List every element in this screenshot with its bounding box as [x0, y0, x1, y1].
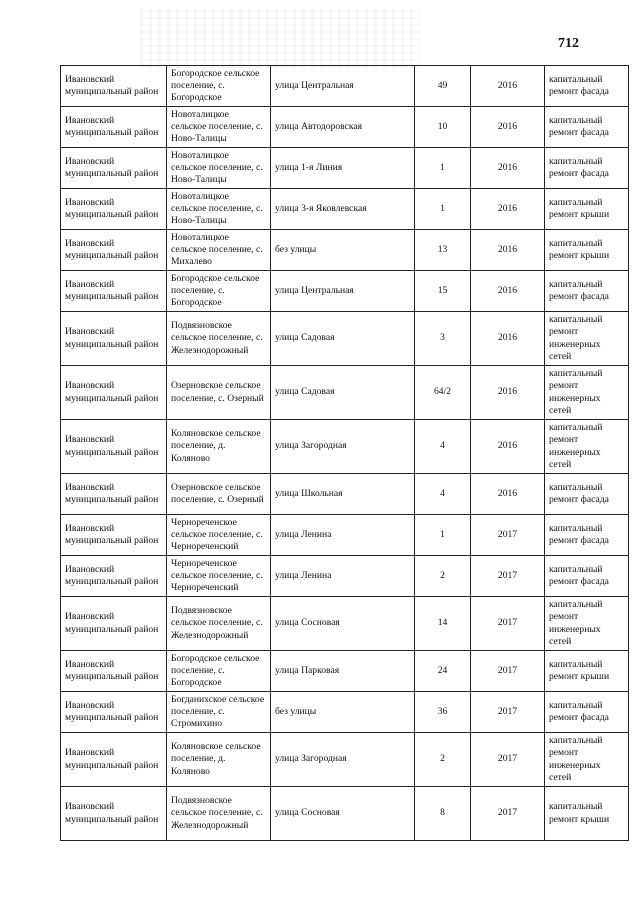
settlement-cell: Подвязновское сельское поселение, с. Железнодорожный [167, 787, 271, 841]
work-type-cell: капитальный ремонт инженерных сетей [545, 733, 629, 787]
district-cell: Ивановский муниципальный район [61, 474, 167, 515]
street-cell: улица Центральная [271, 271, 415, 312]
year-cell: 2016 [471, 148, 545, 189]
work-type-cell: капитальный ремонт фасада [545, 556, 629, 597]
house-number-cell: 4 [415, 474, 471, 515]
district-cell: Ивановский муниципальный район [61, 692, 167, 733]
district-cell: Ивановский муниципальный район [61, 515, 167, 556]
table-row [61, 420, 629, 474]
street-cell: улица Автодоровская [271, 107, 415, 148]
district-cell: Ивановский муниципальный район [61, 556, 167, 597]
work-type-cell: капитальный ремонт инженерных сетей [545, 597, 629, 651]
table-row [61, 515, 629, 556]
settlement-cell: Чернореченское сельское поселение, с. Чернореченский [167, 515, 271, 556]
house-number-cell: 3 [415, 312, 471, 366]
house-number-cell: 2 [415, 733, 471, 787]
street-cell: улица Ленина [271, 556, 415, 597]
street-cell: улица 1-я Линия [271, 148, 415, 189]
year-cell: 2017 [471, 515, 545, 556]
year-cell: 2016 [471, 230, 545, 271]
settlement-cell: Коляновское сельское поселение, д. Коляново [167, 733, 271, 787]
street-cell: улица 3-я Яковлевская [271, 189, 415, 230]
district-cell: Ивановский муниципальный район [61, 733, 167, 787]
registry-body [61, 66, 629, 841]
year-cell: 2016 [471, 66, 545, 107]
year-cell: 2017 [471, 692, 545, 733]
work-type-cell: капитальный ремонт крыши [545, 189, 629, 230]
street-cell: улица Центральная [271, 66, 415, 107]
district-cell: Ивановский муниципальный район [61, 312, 167, 366]
work-type-cell: капитальный ремонт крыши [545, 787, 629, 841]
work-type-cell: капитальный ремонт крыши [545, 651, 629, 692]
table-row [61, 597, 629, 651]
table-row [61, 148, 629, 189]
year-cell: 2017 [471, 556, 545, 597]
district-cell: Ивановский муниципальный район [61, 271, 167, 312]
year-cell: 2017 [471, 597, 545, 651]
house-number-cell: 14 [415, 597, 471, 651]
street-cell: без улицы [271, 230, 415, 271]
repair-registry-table [60, 65, 629, 841]
district-cell: Ивановский муниципальный район [61, 107, 167, 148]
house-number-cell: 10 [415, 107, 471, 148]
table-row [61, 66, 629, 107]
year-cell: 2016 [471, 107, 545, 148]
district-cell: Ивановский муниципальный район [61, 66, 167, 107]
district-cell: Ивановский муниципальный район [61, 787, 167, 841]
settlement-cell: Озерновское сельское поселение, с. Озерный [167, 366, 271, 420]
street-cell: улица Ленина [271, 515, 415, 556]
table-row [61, 474, 629, 515]
settlement-cell: Новоталицкое сельское поселение, с. Ново-Талицы [167, 148, 271, 189]
street-cell: улица Школьная [271, 474, 415, 515]
settlement-cell: Богородское сельское поселение, с. Богородское [167, 66, 271, 107]
house-number-cell: 8 [415, 787, 471, 841]
scan-noise [140, 8, 420, 68]
street-cell: улица Садовая [271, 366, 415, 420]
table-row [61, 189, 629, 230]
settlement-cell: Озерновское сельское поселение, с. Озерный [167, 474, 271, 515]
work-type-cell: капитальный ремонт инженерных сетей [545, 420, 629, 474]
work-type-cell: капитальный ремонт фасада [545, 474, 629, 515]
district-cell: Ивановский муниципальный район [61, 597, 167, 651]
house-number-cell: 15 [415, 271, 471, 312]
house-number-cell: 24 [415, 651, 471, 692]
street-cell: улица Парковая [271, 651, 415, 692]
year-cell: 2016 [471, 189, 545, 230]
work-type-cell: капитальный ремонт фасада [545, 107, 629, 148]
work-type-cell: капитальный ремонт инженерных сетей [545, 312, 629, 366]
district-cell: Ивановский муниципальный район [61, 651, 167, 692]
table-row [61, 107, 629, 148]
work-type-cell: капитальный ремонт фасада [545, 66, 629, 107]
house-number-cell: 36 [415, 692, 471, 733]
district-cell: Ивановский муниципальный район [61, 148, 167, 189]
street-cell: без улицы [271, 692, 415, 733]
house-number-cell: 64/2 [415, 366, 471, 420]
settlement-cell: Подвязновское сельское поселение, с. Железнодорожный [167, 597, 271, 651]
work-type-cell: капитальный ремонт крыши [545, 230, 629, 271]
settlement-cell: Новоталицкое сельское поселение, с. Ново-Талицы [167, 189, 271, 230]
table-row [61, 733, 629, 787]
work-type-cell: капитальный ремонт фасада [545, 515, 629, 556]
table-row [61, 230, 629, 271]
work-type-cell: капитальный ремонт фасада [545, 692, 629, 733]
house-number-cell: 1 [415, 148, 471, 189]
work-type-cell: капитальный ремонт фасада [545, 148, 629, 189]
house-number-cell: 4 [415, 420, 471, 474]
house-number-cell: 1 [415, 515, 471, 556]
district-cell: Ивановский муниципальный район [61, 420, 167, 474]
year-cell: 2016 [471, 366, 545, 420]
year-cell: 2017 [471, 733, 545, 787]
street-cell: улица Сосновая [271, 597, 415, 651]
house-number-cell: 49 [415, 66, 471, 107]
settlement-cell: Новоталицкое сельское поселение, с. Ново-Талицы [167, 107, 271, 148]
table-row [61, 787, 629, 841]
settlement-cell: Чернореченское сельское поселение, с. Чернореченский [167, 556, 271, 597]
settlement-cell: Новоталицкое сельское поселение, с. Михалево [167, 230, 271, 271]
table-row [61, 556, 629, 597]
district-cell: Ивановский муниципальный район [61, 366, 167, 420]
street-cell: улица Садовая [271, 312, 415, 366]
house-number-cell: 1 [415, 189, 471, 230]
year-cell: 2016 [471, 271, 545, 312]
table-row [61, 366, 629, 420]
year-cell: 2016 [471, 312, 545, 366]
district-cell: Ивановский муниципальный район [61, 230, 167, 271]
street-cell: улица Сосновая [271, 787, 415, 841]
table-row [61, 692, 629, 733]
year-cell: 2017 [471, 651, 545, 692]
settlement-cell: Богородское сельское поселение, с. Богородское [167, 651, 271, 692]
district-cell: Ивановский муниципальный район [61, 189, 167, 230]
year-cell: 2017 [471, 787, 545, 841]
settlement-cell: Коляновское сельское поселение, д. Коляново [167, 420, 271, 474]
street-cell: улица Загородная [271, 420, 415, 474]
settlement-cell: Богданихское сельское поселение, с. Стромихино [167, 692, 271, 733]
year-cell: 2016 [471, 420, 545, 474]
house-number-cell: 2 [415, 556, 471, 597]
table-row [61, 651, 629, 692]
work-type-cell: капитальный ремонт инженерных сетей [545, 366, 629, 420]
table-row [61, 312, 629, 366]
street-cell: улица Загородная [271, 733, 415, 787]
work-type-cell: капитальный ремонт фасада [545, 271, 629, 312]
page-number: 712 [558, 36, 579, 51]
table-row [61, 271, 629, 312]
settlement-cell: Богородское сельское поселение, с. Богородское [167, 271, 271, 312]
settlement-cell: Подвязновское сельское поселение, с. Железнодорожный [167, 312, 271, 366]
house-number-cell: 13 [415, 230, 471, 271]
year-cell: 2016 [471, 474, 545, 515]
